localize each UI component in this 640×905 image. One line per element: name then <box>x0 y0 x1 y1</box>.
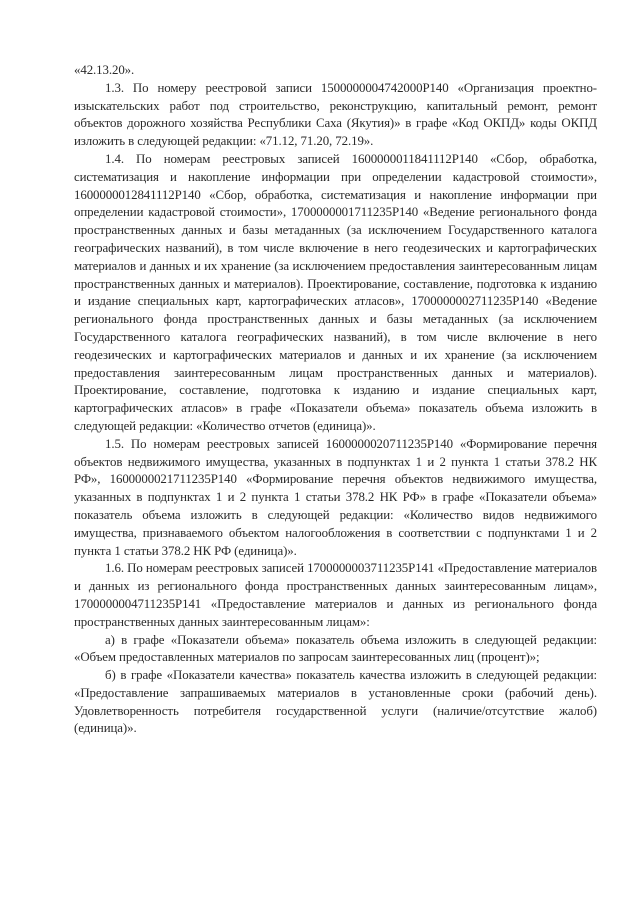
document-page <box>74 62 597 738</box>
paragraph-1-6-b: б) в графе «Показатели качества» показатель качества изложить в следующей редакции: «Предоставление запрашиваемых материалов в установленные сроки (рабочий день). Удовлетворенность потребителя государственной услуги (наличие/отсутствие жалоб) (единица)». <box>74 668 597 736</box>
paragraph-1-4: 1.4. По номерам реестровых записей 1600000011841112Р140 «Сбор, обработка, систематизация и накопление информации при определении кадастровой стоимости», 1600000012841112Р140 «Сбор, обработка, систематизация и накопление информации при определении кадастровой стоимости», 1700000001711235Р140 «Ведение регионального фонда пространственных данных и базы метаданных (за исключением Государственного каталога географических названий), в том числе включение в него геодезических и картографических материалов и данных и их хранение (за исключением предоставления заинтересованным лицам пространственных данных и материалов). Проектирование, составление, подготовка к изданию и издание специальных карт, картографических атласов», 1700000002711235Р140 «Ведение регионального фонда пространственных данных и базы метаданных (за исключением Государственного каталога географических названий), в том числе включение в него геодезических и картографических материалов и данных и их хранение (за исключением предоставления заинтересованным лицам пространственных данных и материалов). Проектирование, составление, подготовка к изданию и издание специальных карт, картографических атласов» в графе «Показатели объема» показатель объема изложить в следующей редакции: «Количество отчетов (единица)». <box>74 151 597 433</box>
paragraph-1-6-a: а) в графе «Показатели объема» показатель объема изложить в следующей редакции: «Объем предоставленных материалов по запросам заинтересованных лиц (процент)»; <box>74 632 597 665</box>
paragraph-1-3: 1.3. По номеру реестровой записи 1500000004742000Р140 «Организация проектно-изыскательских работ под строительство, реконструкцию, капитальный ремонт, ремонт объектов дорожного хозяйства Республики Саха (Якутия)» в графе «Код ОКПД» коды ОКПД изложить в следующей редакции: «71.12, 71.20, 72.19». <box>74 80 597 149</box>
paragraph-1-6: 1.6. По номерам реестровых записей 1700000003711235Р141 «Предоставление материалов и данных из регионального фонда пространственных данных заинтересованным лицам», 1700000004711235Р141 «Предоставление материалов и данных из регионального фонда пространственных данных заинтересованным лицам»: <box>74 561 597 629</box>
paragraph-1-5: 1.5. По номерам реестровых записей 1600000020711235Р140 «Формирование перечня объектов недвижимого имущества, указанных в подпунктах 1 и 2 пункта 1 статьи 378.2 НК РФ», 1600000021711235Р140 «Формирование перечня объектов недвижимого имущества, указанных в подпунктах 1 и 2 пункта 1 статьи 378.2 НК РФ» в графе «Показатели объема» показатель объема изложить в следующей редакции: «Количество видов недвижимого имущества, признаваемого объектом налогообложения в соответствии с подпунктами 1 и 2 пункта 1 статьи 378.2 НК РФ (единица)». <box>74 436 597 558</box>
paragraph-continuation: «42.13.20». <box>74 63 135 77</box>
